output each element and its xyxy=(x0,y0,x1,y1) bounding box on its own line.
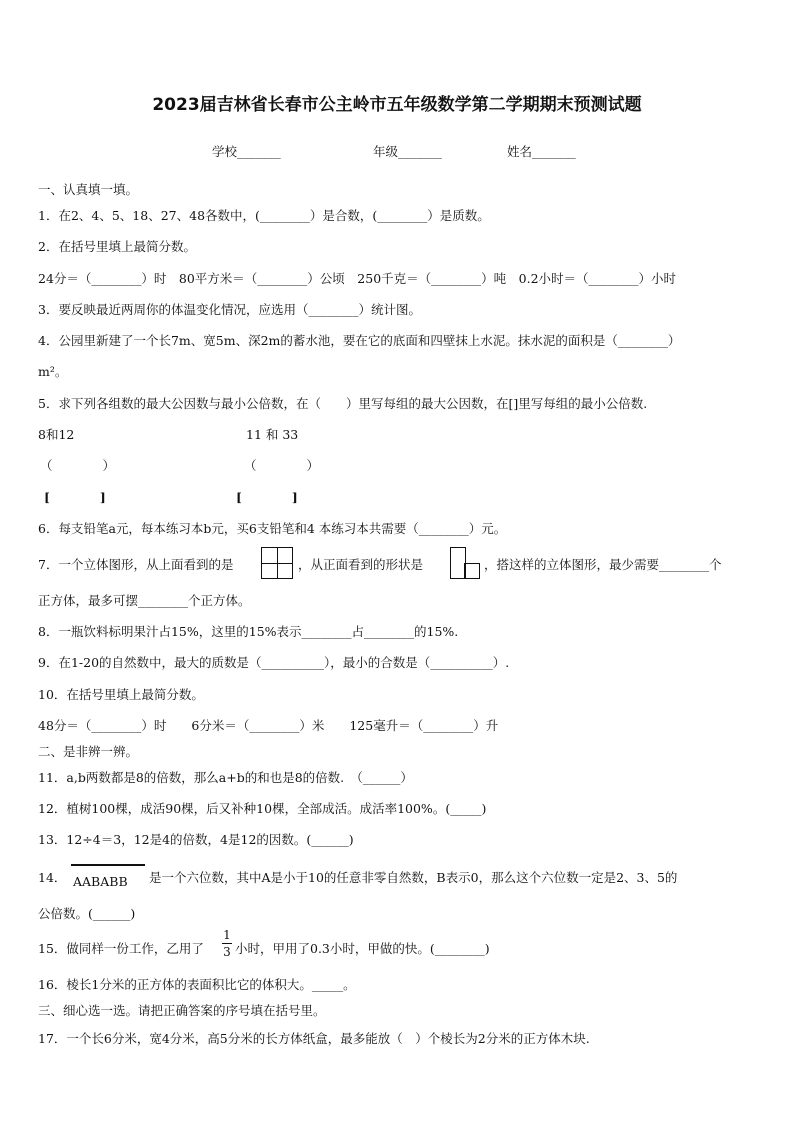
section-2-heading: 二、是非辨一辨。 xyxy=(38,744,139,759)
front-view-shape-icon xyxy=(450,547,480,579)
question-7-part-1: 7．一个立体图形，从上面看到的是 xyxy=(38,557,234,572)
overline-mark xyxy=(71,864,145,866)
school-field: 学校_______ xyxy=(212,144,281,159)
question-15-part-2: 小时，甲用了0.3小时，甲做的快。(________) xyxy=(235,941,490,956)
question-14-answer: 公倍数。(______) xyxy=(38,906,136,921)
question-10: 10．在括号里填上最简分数。 xyxy=(38,687,204,702)
question-14-number-expression: AABABB xyxy=(73,874,128,889)
question-5-pair-2: 11 和 33 xyxy=(246,427,299,442)
question-13: 13．12÷4＝3，12是4的倍数，4是12的因数。(______) xyxy=(38,832,354,847)
question-8: 8．一瓶饮料标明果汁占15%，这里的15%表示________占________的15%. xyxy=(38,624,459,639)
fraction-bar xyxy=(222,943,232,944)
question-1: 1．在2、4、5、18、27、48各数中，(________）是合数，(________）是质数。 xyxy=(38,208,490,223)
question-7-part-2: ，从正面看到的形状是 xyxy=(298,557,424,572)
fraction-numerator: 1 xyxy=(223,928,231,942)
question-4-unit: m²。 xyxy=(38,364,68,379)
question-5-gcd-blank-1: （ ） xyxy=(40,458,116,473)
fraction-one-third xyxy=(222,928,232,959)
top-view-grid-icon xyxy=(261,547,293,579)
question-5: 5．求下列各组数的最大公因数与最小公倍数，在（ ）里写每组的最大公因数，在[]里写每组的最小公倍数. xyxy=(38,396,648,411)
question-5-gcd-blank-2: （ ） xyxy=(244,458,320,473)
question-2-items: 24分＝（________）时 80平方米＝（________）公顷 250千克＝（________）吨 0.2小时＝（________）小时 xyxy=(38,271,677,286)
question-9: 9．在1-20的自然数中，最大的质数是（__________），最小的合数是（__________）. xyxy=(38,655,510,670)
question-3: 3．要反映最近两周你的体温变化情况，应选用（________）统计图。 xyxy=(38,302,421,317)
question-2: 2．在括号里填上最简分数。 xyxy=(38,239,196,254)
question-11: 11．a,b两数都是8的倍数，那么a+b的和也是8的倍数. （______） xyxy=(38,770,413,785)
grade-field: 年级_______ xyxy=(373,144,442,159)
question-14: 是一个六位数，其中A是小于10的任意非零自然数，B表示0，那么这个六位数一定是2、3、5的 xyxy=(149,870,678,885)
section-1-heading: 一、认真填一填。 xyxy=(38,182,139,197)
name-field: 姓名_______ xyxy=(507,144,576,159)
section-3-heading: 三、细心选一选。请把正确答案的序号填在括号里。 xyxy=(38,1003,326,1018)
question-17: 17．一个长6分米，宽4分米，高5分米的长方体纸盒，最多能放（ ）个棱长为2分米的正方体木块. xyxy=(38,1031,590,1046)
question-7-part-3: ，搭这样的立体图形，最少需要________个 xyxy=(484,557,722,572)
question-5-pair-1: 8和12 xyxy=(38,427,75,442)
question-10-items: 48分＝（________）时 6分米＝（________）米 125毫升＝（________）升 xyxy=(38,718,499,733)
question-16: 16．棱长1分米的正方体的表面积比它的体积大。_____。 xyxy=(38,977,356,992)
page-title: 2023届吉林省长春市公主岭市五年级数学第二学期期末预测试题 xyxy=(152,95,642,115)
question-14-number: 14． xyxy=(38,870,67,885)
fraction-denominator: 3 xyxy=(223,945,231,959)
question-4: 4．公园里新建了一个长7m、宽5m、深2m的蓄水池，要在它的底面和四壁抹上水泥。抹水泥的面积是（________） xyxy=(38,333,681,348)
question-7-part-4: 正方体，最多可摆________个正方体。 xyxy=(38,593,251,608)
question-5-lcm-blank-2: [ ] xyxy=(236,490,298,505)
question-15-part-1: 15．做同样一份工作，乙用了 xyxy=(38,941,204,956)
question-5-lcm-blank-1: [ ] xyxy=(44,490,106,505)
question-12: 12．植树100棵，成活90棵，后又补种10棵，全部成活。成活率100%。(_____) xyxy=(38,801,487,816)
question-6: 6．每支铅笔a元，每本练习本b元，买6支铅笔和4 本练习本共需要（________）元。 xyxy=(38,521,507,536)
